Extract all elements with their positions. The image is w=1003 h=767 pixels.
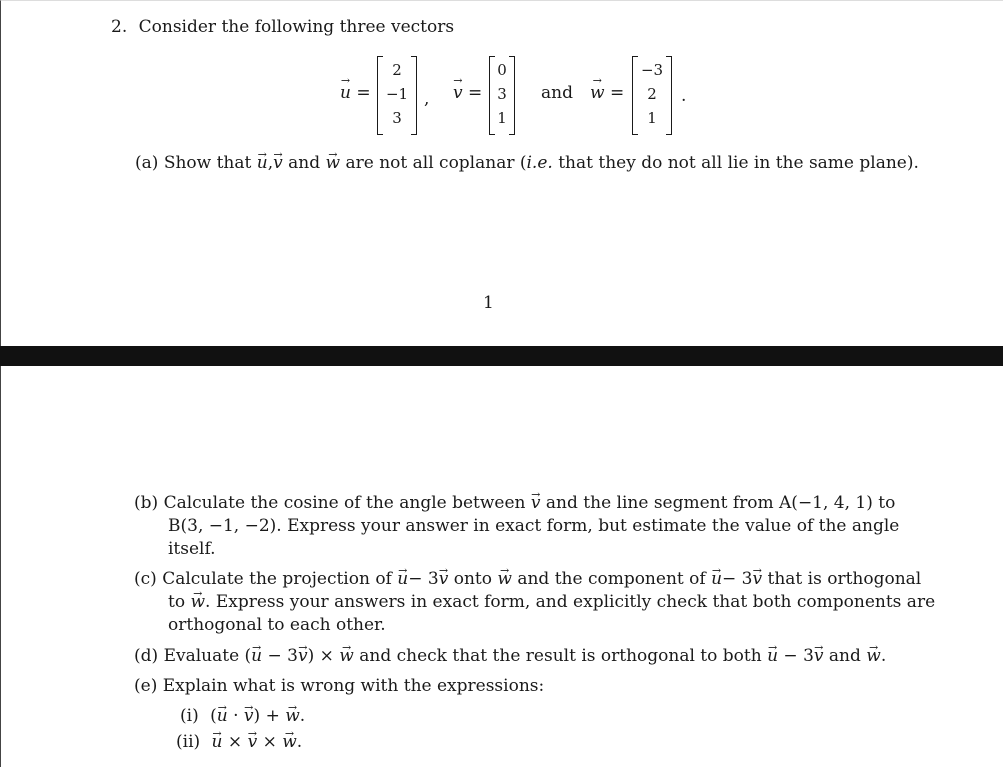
- vector-v-matrix: [489, 56, 515, 133]
- u-entry-1: 2: [392, 61, 402, 79]
- and-word: and: [541, 83, 573, 103]
- question-intro: Consider the following three vectors: [138, 17, 455, 37]
- comma-1: ,: [424, 89, 430, 109]
- w-entry-2: 2: [647, 85, 657, 103]
- part-e-item-ii: (ii) u → × v → × w →.: [176, 731, 302, 754]
- part-b-line-1: (b) Calculate the cosine of the angle between v → and the line segment from A(−1, 4, 1) to: [134, 492, 895, 515]
- page-divider: [0, 346, 1003, 366]
- v-entry-2: 3: [497, 85, 507, 103]
- part-b-label: (b): [134, 493, 159, 513]
- u-entry-3: 3: [392, 109, 402, 127]
- period: .: [681, 86, 687, 106]
- part-e: (e) Explain what is wrong with the expressions:: [134, 676, 545, 696]
- part-c-line-3: orthogonal to each other.: [168, 615, 386, 635]
- part-b-line-3: itself.: [168, 539, 216, 559]
- w-entry-3: 1: [647, 109, 657, 127]
- part-c-label: (c): [134, 569, 157, 589]
- w-entry-1: −3: [640, 61, 664, 79]
- part-b-line-2: B(3, −1, −2). Express your answer in exact form, but estimate the value of the angle: [168, 516, 900, 536]
- u-entry-2: −1: [385, 85, 409, 103]
- part-c-line-1: (c) Calculate the projection of u →− 3v → onto w → and the component of u →− 3v → that is orthogonal: [134, 568, 921, 591]
- part-d: (d) Evaluate (u → − 3v →) × w → and check that the result is orthogonal to both u → − 3v → and w →.: [134, 645, 886, 668]
- vector-u-matrix: [377, 56, 417, 133]
- vector-w-matrix: [632, 56, 672, 133]
- v-entry-3: 1: [497, 109, 507, 127]
- part-e-item-i: (i) (u → · v →) + w →.: [180, 705, 305, 728]
- page-1: [0, 0, 1003, 346]
- part-a-label: (a): [135, 153, 159, 173]
- w-label: w → =: [590, 83, 624, 103]
- question-header: [111, 16, 454, 39]
- v-entry-1: 0: [497, 61, 507, 79]
- part-d-label: (d): [134, 646, 159, 666]
- part-e-label: (e): [134, 676, 158, 696]
- u-label: u → =: [340, 83, 371, 103]
- question-number: 2.: [111, 17, 128, 37]
- page-number: 1: [483, 293, 494, 313]
- part-a: (a) Show that u →,v → and w → are not all coplanar (i.e. that they do not all lie in the same plane).: [135, 152, 919, 175]
- part-c-line-2: to w →. Express your answers in exact form, and explicitly check that both components are: [168, 591, 935, 614]
- v-label: v → =: [453, 83, 482, 103]
